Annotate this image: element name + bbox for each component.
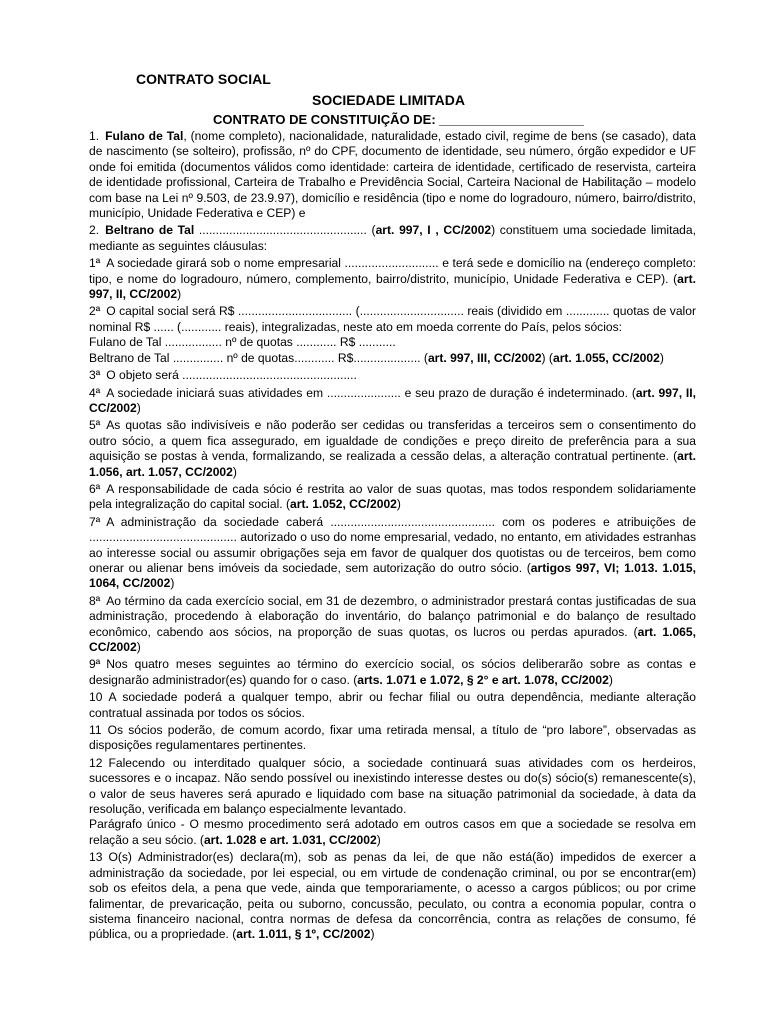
clause-text: A administração da sociedade caberá ................................................. com os poderes e atribuições de ............................................ autorizado o uso do nome empresarial, vedado, no entanto, em atividades estranhas ao interesse social ou assumir obrigações seja em favor de qualquer dos quotistas ou de terceiros, bem como onerar ou alienar bens imóveis da sociedade, sem autorização do outro sócio. ( xyxy=(89,514,696,575)
clause-2 xyxy=(89,304,696,366)
clause-text: As quotas são indivisíveis e não poderão ser cedidas ou transferidas a terceiros sem o consentimento do outro sócio, a quem fica assegurado, em igualdade de condições e preço direito de preferência para a sua aquisição se postas à venda, formalizando, se realizada a cessão delas, a alteração contratual pertinente. ( xyxy=(89,418,696,464)
clause-end: ) xyxy=(136,400,141,415)
clause-end: ) xyxy=(232,464,237,479)
sole-paragraph xyxy=(89,817,696,848)
legal-reference: art. 1.055, CC/2002 xyxy=(552,350,660,365)
contract-body xyxy=(89,129,696,945)
clause-text: O capital social será R$ .................................. (............................... reais (dividido em ............. quotas de valor nominal R$ ...... (............ reais), integralizadas, neste ato em moeda corrente do País, pelos sócios: xyxy=(89,304,696,334)
clause-5 xyxy=(89,418,696,480)
clause-number: 7ª xyxy=(89,514,101,529)
clause-number: 6ª xyxy=(89,481,101,496)
legal-reference: art. 1.052, CC/2002 xyxy=(290,497,397,512)
clause-number: 5ª xyxy=(89,418,101,433)
paragraph-text: , (nome completo), nacionalidade, naturalidade, estado civil, regime de bens (se casado), data de nascimento (se solteiro), profissão, nº do CPF, documento de identidade, seu número, órgão expedidor e UF onde foi emitida (documentos válidos como identidade: carteira de identidade, certificado de reservista, carteira de identidade profissional, Carteira de Trabalho e Previdência Social, Carteira Nacional de Habilitação – modelo com base na Lei nº 9.503, de 23.9.97), domicílio e residência (tipo e nome do logradouro, número, bairro/distrito, município, Unidade Federativa e CEP) e xyxy=(89,129,696,221)
clause-number: 9ª xyxy=(89,657,101,672)
quota-line-beltrano: Beltrano de Tal ............... nº de quotas............ R$.................... ( xyxy=(89,350,428,365)
clause-end: ) xyxy=(170,576,175,591)
party-2-paragraph xyxy=(89,223,696,254)
clause-13 xyxy=(89,850,696,942)
clause-text: A sociedade iniciará suas atividades em ...................... e seu prazo de duração é indeterminado. ( xyxy=(106,385,636,400)
clause-11 xyxy=(89,723,696,754)
clause-8 xyxy=(89,594,696,656)
clause-text: A sociedade poderá a qualquer tempo, abrir ou fechar filial ou outra dependência, mediante alteração contratual assinada por todos os sócios. xyxy=(89,690,696,720)
clause-text: O objeto será .................................................... xyxy=(106,368,357,383)
clause-text: ) ( xyxy=(541,350,553,365)
legal-reference: art. 1.065, CC/2002 xyxy=(89,624,696,654)
clause-3 xyxy=(89,368,696,383)
clause-number: 13 xyxy=(89,850,103,865)
clause-text: Ao término da cada exercício social, em 31 de dezembro, o administrador prestará contas justificadas de sua administração, procedendo à elaboração do inventário, do balanço patrimonial e do balanço de resultado econômico, cabendo aos sócios, na proporção de suas quotas, os lucros ou perdas apurados. ( xyxy=(89,593,696,639)
clause-text: Nos quatro meses seguintes ao término do exercício social, os sócios deliberarão sobre as contas e designarão administrador(es) quando for o caso. ( xyxy=(89,657,696,687)
legal-reference: art. 997, I , CC/2002 xyxy=(375,223,492,238)
clause-text: Os sócios poderão, de comum acordo, fixar uma retirada mensal, a título de “pro labore”, observadas as disposições regulamentares pertinentes. xyxy=(89,723,696,753)
paragraph-number: 1. xyxy=(89,129,100,143)
clause-number: 8ª xyxy=(89,593,101,608)
legal-reference: art. 1.011, § 1º, CC/2002 xyxy=(236,927,371,942)
legal-reference: art. 997, II, CC/2002 xyxy=(89,385,696,415)
clause-number: 11 xyxy=(89,723,102,738)
clause-number: 2ª xyxy=(89,304,101,319)
clause-number: 4ª xyxy=(89,385,101,400)
clause-text: O(s) Administrador(es) declara(m), sob as penas da lei, de que não está(ão) impedidos de exercer a administração da sociedade, por lei especial, ou em virtude de condenação criminal, ou por se encontrar(em) sob os efeitos dela, a pena que vede, ainda que temporariamente, o acesso a cargos públicos; ou por crime falimentar, de prevaricação, peita ou suborno, concussão, peculato, ou contra a economia popular, contra o sistema financeiro nacional, contra normas de defesa da concorrência, contra as relações de consumo, fé pública, ou a propriedade. ( xyxy=(89,850,696,942)
clause-text: A responsabilidade de cada sócio é restrita ao valor de suas quotas, mas todos respondem solidariamente pela integralização do capital social. ( xyxy=(89,481,696,512)
clause-text: Parágrafo único - O mesmo procedimento será adotado em outros casos em que a sociedade se resolva em relação a seu sócio. ( xyxy=(89,817,696,847)
legal-reference: art. 1.056, art. 1.057, CC/2002 xyxy=(89,449,696,479)
clause-end: ) xyxy=(396,497,401,512)
paragraph-text: ) constituem uma sociedade limitada, mediante as seguintes cláusulas: xyxy=(89,223,696,253)
legal-reference: artigos 997, VI; 1.013. 1.015, 1064, CC/2002 xyxy=(89,560,696,591)
legal-reference: art. 997, III, CC/2002 xyxy=(427,350,542,365)
clause-end: ) xyxy=(177,287,182,302)
clause-text: A sociedade girará sob o nome empresarial ............................ e terá sede e domicílio na (endereço completo: tipo, e nome do logradouro, número, complemento, bairro/distrito, município, Unidade Federativa e CEP). ( xyxy=(89,256,696,286)
clause-7 xyxy=(89,515,696,592)
clause-12 xyxy=(89,756,696,818)
clause-4 xyxy=(89,386,696,417)
paragraph-number: 2. xyxy=(89,223,100,238)
clause-number: 10 xyxy=(89,690,103,705)
clause-number: 3ª xyxy=(89,368,101,383)
party-2-name: Beltrano de Tal xyxy=(105,223,195,238)
clause-6 xyxy=(89,482,696,513)
paragraph-text: .................................................. ( xyxy=(194,223,376,238)
clause-end: ) xyxy=(376,832,381,847)
document-subtitle: SOCIEDADE LIMITADA xyxy=(312,92,465,108)
legal-reference: art. 1.028 e art. 1.031, CC/2002 xyxy=(203,832,377,847)
party-1-paragraph xyxy=(89,129,696,221)
clause-10 xyxy=(89,690,696,721)
clause-end: ) xyxy=(659,350,664,365)
clause-9 xyxy=(89,657,696,688)
clause-end: ) xyxy=(136,640,141,654)
clause-end: ) xyxy=(370,927,375,942)
clause-end: ) xyxy=(608,672,613,687)
clause-text: Falecendo ou interditado qualquer sócio, a sociedade continuará suas atividades com os herdeiros, sucessores e o incapaz. Não sendo possível ou inexistindo interesse destes ou do(s) sócio(s) remanescente(s), o valor de seus haveres será apurado e liquidado com base na situação patrimonial da sociedade, à data da resolução, verificada em balanço especialmente levantado. xyxy=(89,755,696,817)
clause-number: 12 xyxy=(89,755,103,770)
quota-line-fulano: Fulano de Tal ................. nº de quotas ............ R$ ........... xyxy=(89,335,396,350)
document-title: CONTRATO SOCIAL xyxy=(136,71,271,87)
party-1-name: Fulano de Tal xyxy=(105,129,184,143)
clause-1 xyxy=(89,256,696,302)
clause-number: 1ª xyxy=(89,256,101,271)
legal-reference: arts. 1.071 e 1.072, § 2° e art. 1.078, CC/2002 xyxy=(357,672,609,687)
legal-reference: art. 997, II, CC/2002 xyxy=(89,271,696,302)
constitution-heading: CONTRATO DE CONSTITUIÇÃO DE: ____________________ xyxy=(213,112,584,127)
